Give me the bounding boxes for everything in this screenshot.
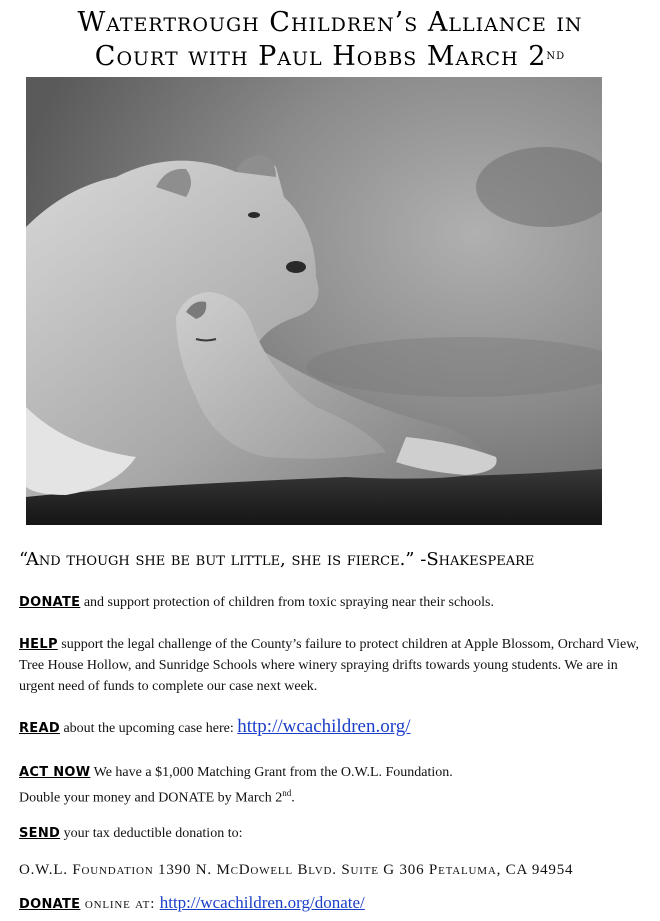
send-text: your tax deductible donation to: (60, 826, 243, 841)
page-title (0, 6, 660, 74)
lioness-and-cub-photo (26, 77, 602, 525)
send-paragraph (19, 823, 649, 844)
title-superscript: nd (546, 47, 566, 63)
title-line-1: Watertrough Children’s Alliance in (77, 7, 583, 38)
title-line-2-text: Court with Paul Hobbs March 2 (94, 41, 547, 72)
act-now-superscript: nd (282, 788, 292, 798)
send-keyword: SEND (19, 826, 61, 841)
title-line-2 (0, 40, 660, 74)
read-keyword: READ (19, 721, 60, 736)
act-now-line-1 (19, 762, 649, 783)
mailing-address: O.W.L. Foundation 1390 N. McDowell Blvd. Suite G 306 Petaluma, CA 94954 (19, 862, 574, 878)
donate-online-keyword: DONATE (19, 897, 81, 912)
act-now-line-2 (19, 783, 649, 809)
act-now-paragraph (19, 762, 649, 809)
case-info-link[interactable]: http://wcachildren.org/ (237, 716, 411, 737)
shakespeare-quote: “And though she be but little, she is fierce.” -Shakespeare (19, 549, 535, 570)
act-now-keyword: ACT NOW (19, 765, 91, 780)
donate-online-paragraph (19, 892, 649, 915)
help-text: support the legal challenge of the County’s failure to protect children at Apple Blossom, Orchard View, Tree House Hollow, and Sunridge Schools where winery spraying drifts towards young students. We are in urgent need of funds to complete our case next week. (19, 637, 639, 694)
read-text: about the upcoming case here: (59, 721, 238, 736)
help-paragraph (19, 634, 649, 697)
help-keyword: HELP (19, 637, 58, 652)
donate-online-text: online at: (80, 896, 160, 912)
act-now-text: We have a $1,000 Matching Grant from the O.W.L. Foundation. (90, 765, 453, 780)
donate-online-link[interactable]: http://wcachildren.org/donate/ (159, 893, 365, 912)
lioness-and-cub-illustration (26, 77, 602, 525)
act-now-line-2-end: . (291, 790, 295, 806)
read-paragraph (19, 716, 649, 739)
donate-text: and support protection of children from toxic spraying near their schools. (80, 595, 494, 610)
donate-paragraph (19, 592, 649, 613)
donate-keyword: DONATE (19, 595, 81, 610)
act-now-line-2-text: Double your money and DONATE by March 2 (19, 790, 283, 806)
